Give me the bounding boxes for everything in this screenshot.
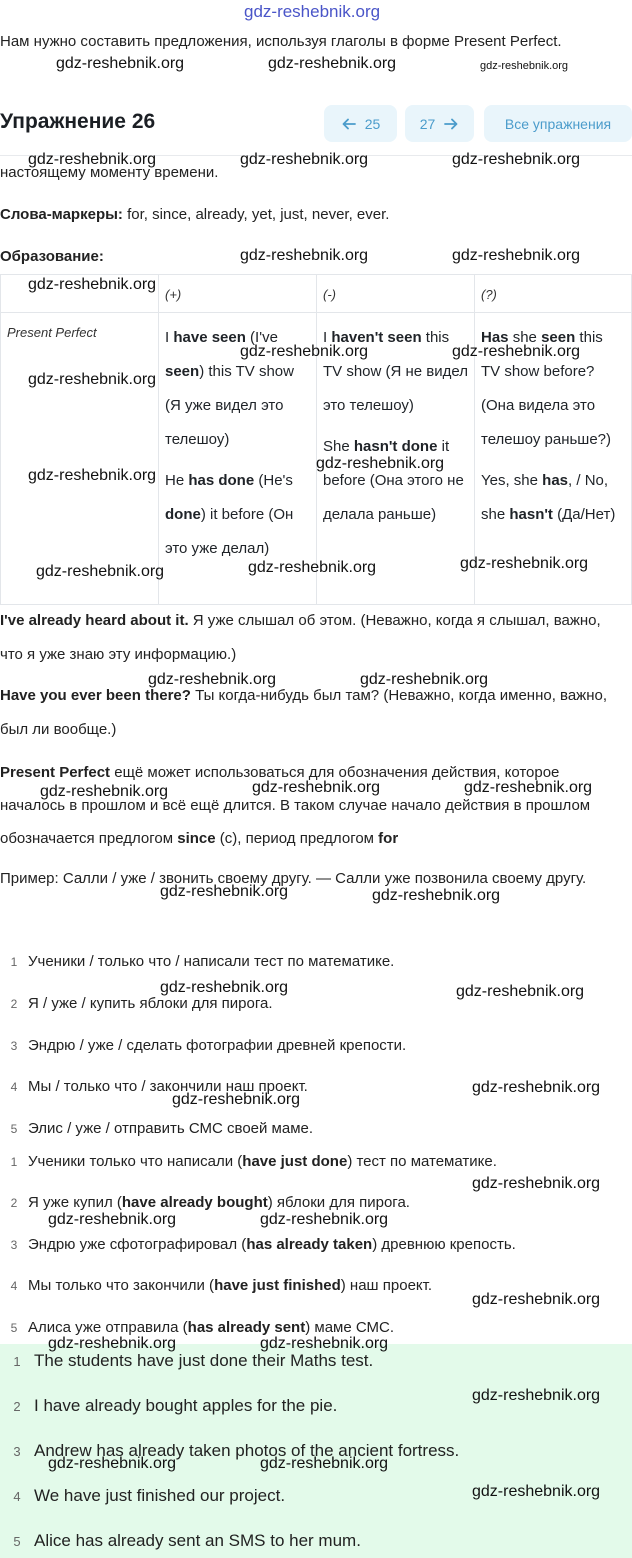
watermark: gdz-reshebnik.org <box>460 555 589 572</box>
list-item: 2 Я / уже / купить яблоки для пирога. <box>10 995 273 1012</box>
watermark: gdz-reshebnik.org <box>40 783 169 800</box>
watermark: gdz-reshebnik.org <box>252 779 381 796</box>
answer-item: 4 We have just finished our project. <box>13 1486 286 1505</box>
watermark: gdz-reshebnik.org <box>28 151 157 168</box>
watermark: gdz-reshebnik.org <box>260 1455 389 1472</box>
answer-item: 5 Alice has already sent an SMS to her mum. <box>13 1531 361 1550</box>
example-heard: I've already heard about it. Я уже слышал об этом. (Неважно, когда я слышал, важно, что я уже знаю эту информацию.) <box>0 612 601 663</box>
list-item: 1 Ученики только что написали (have just done) тест по математике. <box>10 1153 497 1170</box>
watermark: gdz-reshebnik.org <box>472 1079 601 1096</box>
watermark: gdz-reshebnik.org <box>28 276 157 293</box>
table-header-positive: (+) <box>159 275 317 313</box>
formation-label: Образование: <box>0 248 104 265</box>
watermark: gdz-reshebnik.org <box>472 1291 601 1308</box>
watermark: gdz-reshebnik.org <box>28 371 157 388</box>
watermark: gdz-reshebnik.org <box>160 979 289 996</box>
pp-continuous-rule: Present Perfect ещё может использоваться для обозначения действия, которое началось в прошлом и всё ещё длится. В таком случае начало действия в прошлом обозначается предлогом since (с), период предлогом for <box>0 764 591 847</box>
watermark: gdz-reshebnik.org <box>464 779 593 796</box>
watermark: gdz-reshebnik.org <box>148 671 277 688</box>
list-item: 2 Я уже купил (have already bought) яблоки для пирога. <box>10 1194 410 1211</box>
watermark: gdz-reshebnik.org <box>452 151 581 168</box>
all-exercises-button[interactable] <box>484 105 632 142</box>
watermark: gdz-reshebnik.org <box>36 563 165 580</box>
table-cell-positive: I have seen (I've seen) this TV show (Я уже видел это телешоу) He has done (He's done) it before (Он это уже делал) <box>159 313 317 605</box>
next-exercise-button[interactable] <box>405 105 474 142</box>
answer-item: 2 I have already bought apples for the pie. <box>13 1396 338 1415</box>
watermark: gdz-reshebnik.org <box>316 455 445 472</box>
table-cell-question: Has she seen this TV show before? (Она видела это телешоу раньше?) Yes, she has, / No, she hasn't (Да/Нет) <box>475 313 632 605</box>
watermark: gdz-reshebnik.org <box>248 559 377 576</box>
markers-text: for, since, already, yet, just, never, ever. <box>122 206 390 223</box>
watermark: gdz-reshebnik.org <box>472 1175 601 1192</box>
all-exercises-label: Все упражнения <box>504 115 612 132</box>
table-cell-negative: I haven't seen this TV show (Я не видел это телешоу) She hasn't done it before (Она этого не делала раньше) <box>317 313 475 605</box>
watermark: gdz-reshebnik.org <box>480 60 569 72</box>
list-item: 4 Мы только что закончили (have just finished) наш проект. <box>10 1277 433 1294</box>
watermark: gdz-reshebnik.org <box>172 1091 301 1108</box>
watermark: gdz-reshebnik.org <box>160 883 289 900</box>
markers-line <box>0 198 625 232</box>
watermark: gdz-reshebnik.org <box>268 55 397 72</box>
watermark: gdz-reshebnik.org <box>472 1483 601 1500</box>
prev-exercise-label: 25 <box>364 115 381 132</box>
watermark: gdz-reshebnik.org <box>240 343 369 360</box>
list-item: 3 Эндрю / уже / сделать фотографии древней крепости. <box>10 1037 407 1054</box>
list-item: 1 Ученики / только что / написали тест по математике. <box>10 953 395 970</box>
table-header-question: (?) <box>475 275 632 313</box>
watermark: gdz-reshebnik.org <box>244 2 381 21</box>
watermark: gdz-reshebnik.org <box>452 343 581 360</box>
watermark: gdz-reshebnik.org <box>48 1335 177 1352</box>
example-been: Have you ever been there? Ты когда-нибудь был там? (Неважно, когда именно, важно, был ли вообще.) <box>0 687 608 738</box>
arrow-right-icon <box>443 116 459 132</box>
table-row-label: Present Perfect <box>1 313 159 605</box>
task-example: Пример: Салли / уже / звонить своему другу. — Салли уже позвонила своему другу. <box>0 870 587 887</box>
list-item: 3 Эндрю уже сфотографировал (has already taken) древнюю крепость. <box>10 1236 516 1253</box>
table-header-negative: (-) <box>317 275 475 313</box>
watermark: gdz-reshebnik.org <box>28 467 157 484</box>
markers-label: Слова-маркеры: <box>0 206 123 223</box>
prev-exercise-button[interactable] <box>324 105 397 142</box>
list-item: 5 Элис / уже / отправить СМС своей маме. <box>10 1120 314 1137</box>
next-exercise-label: 27 <box>419 115 436 132</box>
watermark: gdz-reshebnik.org <box>456 983 585 1000</box>
list-item: 5 Алиса уже отправила (has already sent) маме СМС. <box>10 1319 395 1336</box>
list-item: 4 Мы / только что / закончили наш проект. <box>10 1078 308 1095</box>
watermark: gdz-reshebnik.org <box>372 887 501 904</box>
arrow-left-icon <box>341 116 357 132</box>
watermark: gdz-reshebnik.org <box>48 1455 177 1472</box>
watermark: gdz-reshebnik.org <box>360 671 489 688</box>
watermark: gdz-reshebnik.org <box>260 1211 389 1228</box>
watermark: gdz-reshebnik.org <box>240 247 369 264</box>
watermark: gdz-reshebnik.org <box>56 55 185 72</box>
answer-item: 3 Andrew has already taken photos of the ancient fortress. <box>13 1441 460 1460</box>
watermark: gdz-reshebnik.org <box>472 1387 601 1404</box>
answer-item: 1 The students have just done their Maths test. <box>13 1351 374 1370</box>
intro-text: Нам нужно составить предложения, используя глаголы в форме Present Perfect. <box>0 33 562 50</box>
watermark: gdz-reshebnik.org <box>260 1335 389 1352</box>
theory-cut-line: настоящему моменту времени. <box>0 164 219 181</box>
watermark: gdz-reshebnik.org <box>452 247 581 264</box>
watermark: gdz-reshebnik.org <box>240 151 369 168</box>
watermark: gdz-reshebnik.org <box>48 1211 177 1228</box>
exercise-title: Упражнение 26 <box>0 110 156 133</box>
